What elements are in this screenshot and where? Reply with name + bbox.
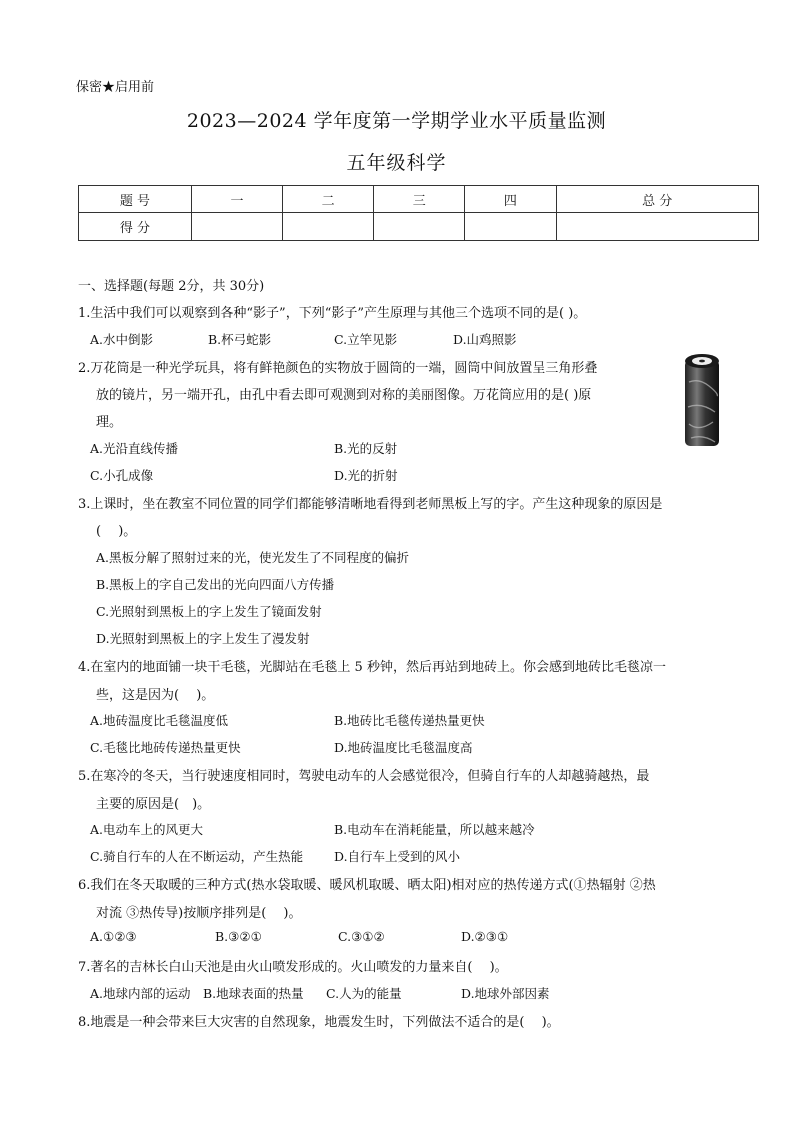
q3-option-d[interactable]: D.光照射到黑板上的字上发生了漫发射 <box>96 631 310 646</box>
score-input-part2[interactable] <box>283 213 374 241</box>
question-3-stem-line2: ( )。 <box>96 524 137 539</box>
score-row-label: 得 分 <box>79 213 192 241</box>
exam-subtitle: 五年级科学 <box>346 152 447 174</box>
question-2-stem-line2: 放的镜片，另一端开孔，由孔中看去即可观测到对称的美丽图像。万花筒应用的是( )原 <box>96 388 592 403</box>
q2-option-a[interactable]: A.光沿直线传播 <box>90 441 179 456</box>
exam-title: 2023—2024 学年度第一学期学业水平质量监测 <box>186 110 607 132</box>
score-cell-part1: 一 <box>192 186 283 213</box>
q4-option-a[interactable]: A.地砖温度比毛毯温度低 <box>90 713 229 728</box>
q2-option-c[interactable]: C.小孔成像 <box>90 468 154 483</box>
q1-option-d[interactable]: D.山鸡照影 <box>453 332 517 347</box>
q3-option-a[interactable]: A.黑板分解了照射过来的光，使光发生了不同程度的偏折 <box>96 550 410 565</box>
q7-option-a[interactable]: A.地球内部的运动 <box>90 986 191 1001</box>
score-table <box>78 185 759 241</box>
q5-option-d[interactable]: D.自行车上受到的风小 <box>334 849 461 864</box>
score-cell-total: 总 分 <box>556 186 759 213</box>
score-input-part4[interactable] <box>465 213 556 241</box>
question-5-stem-line2: 主要的原因是( )。 <box>96 797 211 812</box>
q1-option-a[interactable]: A.水中倒影 <box>90 332 154 347</box>
section-heading: 一、选择题(每题 2分，共 30分) <box>78 279 265 294</box>
score-input-part1[interactable] <box>192 213 283 241</box>
q6-option-a[interactable]: A.①②③ <box>90 929 137 944</box>
q7-option-c[interactable]: C.人为的能量 <box>326 986 402 1001</box>
q6-option-d[interactable]: D.②③① <box>461 929 509 944</box>
question-8-stem: 8.地震是一种会带来巨大灾害的自然现象，地震发生时，下列做法不适合的是( )。 <box>78 1015 560 1030</box>
score-cell-part3: 三 <box>374 186 465 213</box>
q3-option-c[interactable]: C.光照射到黑板上的字上发生了镜面发射 <box>96 604 322 619</box>
question-6-stem-line1: 6.我们在冬天取暖的三种方式(热水袋取暖、暖风机取暖、晒太阳)相对应的热传递方式(①热辐射 ②热 <box>78 878 656 893</box>
question-4-stem-line2: 些，这是因为( )。 <box>96 688 215 703</box>
confidential-mark: 保密★启用前 <box>76 80 155 95</box>
question-5-stem-line1: 5.在寒冷的冬天，当行驶速度相同时，驾驶电动车的人会感觉很冷，但骑自行车的人却越骑越热，最 <box>78 769 650 784</box>
q5-option-c[interactable]: C.骑自行车的人在不断运动，产生热能 <box>90 849 304 864</box>
question-2-stem-line3: 理。 <box>96 415 123 430</box>
kaleidoscope-illustration <box>679 352 725 452</box>
score-cell-part2: 二 <box>283 186 374 213</box>
score-input-total[interactable] <box>556 213 759 241</box>
question-2-stem-line1: 2.万花筒是一种光学玩具，将有鲜艳颜色的实物放于圆筒的一端，圆筒中间放置呈三角形叠 <box>78 361 598 376</box>
q3-option-b[interactable]: B.黑板上的字自己发出的光向四面八方传播 <box>96 577 335 592</box>
question-1-stem: 1.生活中我们可以观察到各种“影子”，下列“影子”产生原理与其他三个选项不同的是( )。 <box>78 306 587 321</box>
score-cell-part4: 四 <box>465 186 556 213</box>
q5-option-b[interactable]: B.电动车在消耗能量，所以越来越冷 <box>334 822 535 837</box>
score-cell-label: 题 号 <box>79 186 192 213</box>
score-table-header-row <box>79 186 759 213</box>
q7-option-d[interactable]: D.地球外部因素 <box>461 986 550 1001</box>
q5-option-a[interactable]: A.电动车上的风更大 <box>90 822 204 837</box>
q1-option-c[interactable]: C.立竿见影 <box>334 332 398 347</box>
q1-option-b[interactable]: B.杯弓蛇影 <box>208 332 272 347</box>
q4-option-b[interactable]: B.地砖比毛毯传递热量更快 <box>334 713 485 728</box>
question-7-stem: 7.著名的吉林长白山天池是由火山喷发形成的。火山喷发的力量来自( )。 <box>78 960 508 975</box>
q6-option-b[interactable]: B.③②① <box>215 929 262 944</box>
score-table-score-row <box>79 213 759 241</box>
question-6-stem-line2: 对流 ③热传导)按顺序排列是( )。 <box>96 906 302 921</box>
question-4-stem-line1: 4.在室内的地面铺一块干毛毯，光脚站在毛毯上 5 秒钟，然后再站到地砖上。你会感到地砖比毛毯凉一 <box>78 660 666 675</box>
q4-option-d[interactable]: D.地砖温度比毛毯温度高 <box>334 740 473 755</box>
q2-option-b[interactable]: B.光的反射 <box>334 441 398 456</box>
q2-option-d[interactable]: D.光的折射 <box>334 468 398 483</box>
score-input-part3[interactable] <box>374 213 465 241</box>
q6-option-c[interactable]: C.③①② <box>338 929 385 944</box>
q4-option-c[interactable]: C.毛毯比地砖传递热量更快 <box>90 740 241 755</box>
question-3-stem-line1: 3.上课时，坐在教室不同位置的同学们都能够清晰地看得到老师黑板上写的字。产生这种现象的原因是 <box>78 497 663 512</box>
q7-option-b[interactable]: B.地球表面的热量 <box>203 986 304 1001</box>
